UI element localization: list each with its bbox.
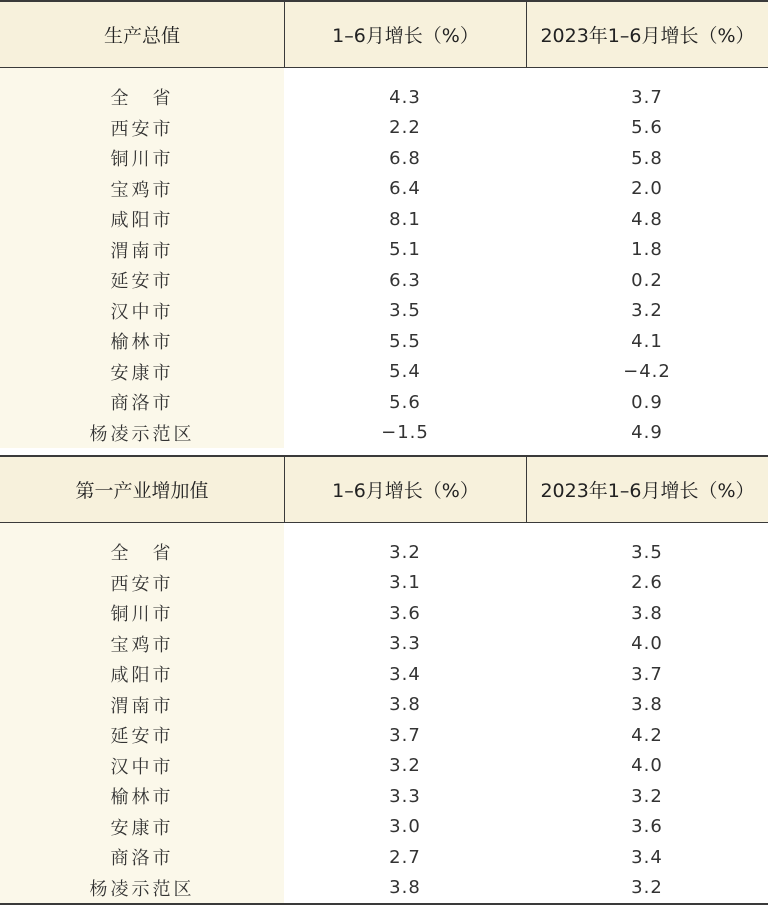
table-row (0, 751, 768, 782)
growth-2024-cell: 3.8 (389, 694, 421, 716)
growth-2023-cell: 1.8 (631, 239, 663, 261)
growth-2023-cell: 2.6 (631, 572, 663, 594)
region-cell: 西安市 (110, 118, 174, 140)
growth-2024-cell: 5.6 (389, 391, 421, 413)
table-row (0, 629, 768, 660)
growth-2024-cell: 3.6 (389, 602, 421, 624)
table-spacer (0, 523, 768, 537)
region-cell: 安康市 (110, 817, 174, 839)
growth-2023-cell: 3.2 (631, 877, 663, 899)
table-bottom-rule (0, 903, 768, 905)
region-cell: 铜川市 (110, 604, 174, 626)
growth-2024-cell: 3.3 (389, 785, 421, 807)
region-cell: 榆林市 (110, 787, 174, 809)
header-indicator: 生产总值 (103, 25, 180, 47)
region-cell: 榆林市 (110, 332, 174, 354)
growth-2024-cell: 3.0 (389, 816, 421, 838)
growth-2023-cell: 4.0 (631, 633, 663, 655)
growth-2023-cell: 4.2 (631, 724, 663, 746)
header-growth-2024: 1–6月增长（%） (284, 457, 526, 522)
growth-2024-cell: 3.2 (389, 755, 421, 777)
growth-2023-cell: 3.4 (631, 846, 663, 868)
growth-2024-cell: 2.2 (389, 117, 421, 139)
table-row (0, 418, 768, 449)
growth-2023-cell: −4.2 (623, 361, 671, 383)
table-row (0, 296, 768, 327)
table-row (0, 113, 768, 144)
header-growth-2023: 2023年1–6月增长（%） (526, 457, 768, 522)
header-indicator: 第一产业增加值 (75, 480, 209, 502)
growth-2024-cell: 3.3 (389, 633, 421, 655)
growth-2023-cell: 4.0 (631, 755, 663, 777)
growth-2023-cell: 5.6 (631, 117, 663, 139)
growth-2024-cell: 5.4 (389, 361, 421, 383)
table-row (0, 537, 768, 568)
gdp-table (0, 0, 768, 448)
table-row (0, 598, 768, 629)
table-row (0, 873, 768, 904)
growth-2023-cell: 4.9 (631, 422, 663, 444)
growth-2024-cell: 5.5 (389, 330, 421, 352)
growth-2024-cell: 3.8 (389, 877, 421, 899)
growth-2024-cell: 3.2 (389, 541, 421, 563)
growth-2024-cell: 5.1 (389, 239, 421, 261)
growth-2023-cell: 3.8 (631, 602, 663, 624)
table-row (0, 781, 768, 812)
region-cell: 全 省 (110, 543, 174, 565)
region-cell: 咸阳市 (110, 665, 174, 687)
region-cell: 宝鸡市 (110, 634, 174, 656)
growth-2023-cell: 2.0 (631, 178, 663, 200)
growth-2024-cell: 6.4 (389, 178, 421, 200)
region-cell: 延安市 (110, 271, 174, 293)
region-cell: 全 省 (110, 88, 174, 110)
growth-2023-cell: 3.7 (631, 86, 663, 108)
growth-2024-cell: 3.5 (389, 300, 421, 322)
growth-2023-cell: 5.8 (631, 147, 663, 169)
region-cell: 渭南市 (110, 240, 174, 262)
table-row (0, 326, 768, 357)
region-cell: 安康市 (110, 362, 174, 384)
growth-2024-cell: −1.5 (381, 422, 429, 444)
region-cell: 汉中市 (110, 756, 174, 778)
growth-2023-cell: 0.2 (631, 269, 663, 291)
growth-2023-cell: 3.2 (631, 300, 663, 322)
growth-2024-cell: 6.3 (389, 269, 421, 291)
region-cell: 杨凌示范区 (89, 878, 195, 900)
growth-2023-cell: 3.5 (631, 541, 663, 563)
region-cell: 宝鸡市 (110, 179, 174, 201)
growth-2023-cell: 4.1 (631, 330, 663, 352)
header-growth-2023: 2023年1–6月增长（%） (526, 2, 768, 67)
growth-2024-cell: 3.1 (389, 572, 421, 594)
gdp-table-body (0, 82, 768, 448)
region-cell: 渭南市 (110, 695, 174, 717)
table-row (0, 265, 768, 296)
growth-2024-cell: 8.1 (389, 208, 421, 230)
growth-2024-cell: 3.7 (389, 724, 421, 746)
table-spacer (0, 68, 768, 82)
growth-2024-cell: 4.3 (389, 86, 421, 108)
table-row (0, 568, 768, 599)
table-row (0, 720, 768, 751)
growth-2024-cell: 2.7 (389, 846, 421, 868)
growth-2024-cell: 3.4 (389, 663, 421, 685)
growth-2023-cell: 3.6 (631, 816, 663, 838)
region-cell: 西安市 (110, 573, 174, 595)
growth-2024-cell: 6.8 (389, 147, 421, 169)
region-cell: 铜川市 (110, 149, 174, 171)
growth-2023-cell: 3.2 (631, 785, 663, 807)
table-row (0, 842, 768, 873)
growth-2023-cell: 0.9 (631, 391, 663, 413)
region-cell: 咸阳市 (110, 210, 174, 232)
growth-2023-cell: 4.8 (631, 208, 663, 230)
table-row (0, 143, 768, 174)
region-cell: 商洛市 (110, 393, 174, 415)
primary-industry-table-body (0, 537, 768, 903)
primary-industry-table (0, 455, 768, 905)
region-cell: 延安市 (110, 726, 174, 748)
header-growth-2024: 1–6月增长（%） (284, 2, 526, 67)
table-row (0, 690, 768, 721)
table-row (0, 812, 768, 843)
growth-2023-cell: 3.7 (631, 663, 663, 685)
region-cell: 汉中市 (110, 301, 174, 323)
table-row (0, 82, 768, 113)
region-cell: 商洛市 (110, 848, 174, 870)
table-row (0, 659, 768, 690)
region-cell: 杨凌示范区 (89, 423, 195, 445)
table-row (0, 235, 768, 266)
gdp-table-header (0, 0, 768, 68)
primary-industry-table-header (0, 455, 768, 523)
table-row (0, 204, 768, 235)
table-row (0, 387, 768, 418)
growth-2023-cell: 3.8 (631, 694, 663, 716)
table-row (0, 357, 768, 388)
table-row (0, 174, 768, 205)
